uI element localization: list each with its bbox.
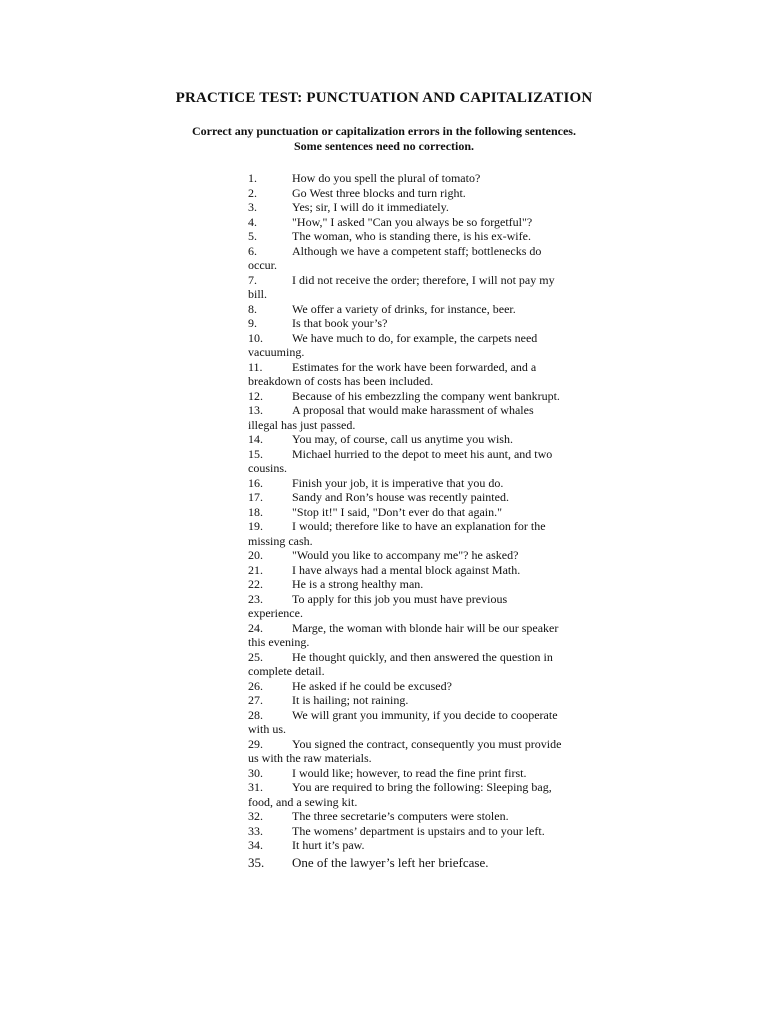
item-text: Sandy and Ron’s house was recently painted. bbox=[292, 490, 509, 504]
item-text: It hurt it’s paw. bbox=[292, 838, 365, 852]
list-item bbox=[248, 476, 564, 491]
list-item bbox=[248, 432, 564, 447]
item-number: 1. bbox=[248, 171, 257, 185]
item-number: 11. bbox=[248, 359, 263, 374]
item-number: 2. bbox=[248, 185, 257, 200]
item-text: Go West three blocks and turn right. bbox=[292, 185, 466, 200]
item-text: The woman, who is standing there, is his ex-wife. bbox=[292, 229, 531, 243]
page-title: PRACTICE TEST: PUNCTUATION AND CAPITALIZATION bbox=[175, 90, 593, 106]
item-number: 26. bbox=[248, 678, 263, 693]
list-item bbox=[248, 577, 564, 592]
item-text: One of the lawyer’s left her briefcase. bbox=[292, 854, 489, 870]
item-number: 31. bbox=[248, 780, 263, 794]
list-item bbox=[248, 824, 564, 839]
list-item bbox=[248, 186, 564, 201]
item-text: To apply for this job you must have previous experience. bbox=[248, 591, 508, 620]
list-item bbox=[248, 693, 564, 708]
item-number: 35. bbox=[248, 854, 265, 870]
item-number: 18. bbox=[248, 504, 263, 519]
item-number: 6. bbox=[248, 243, 257, 258]
list-item bbox=[248, 302, 564, 317]
item-text: Marge, the woman with blonde hair will be our speaker this evening. bbox=[248, 620, 559, 649]
list-item bbox=[248, 809, 564, 824]
list-item bbox=[248, 854, 564, 871]
item-number: 25. bbox=[248, 649, 263, 664]
item-number: 27. bbox=[248, 693, 263, 707]
instructions-line: Some sentences need no correction. bbox=[293, 139, 475, 153]
list-item bbox=[248, 548, 564, 563]
list-item bbox=[248, 331, 564, 360]
list-item bbox=[248, 708, 564, 737]
item-number: 10. bbox=[248, 330, 263, 345]
list-item bbox=[248, 519, 564, 548]
item-text: He thought quickly, and then answered the question in complete detail. bbox=[248, 649, 553, 678]
list-item bbox=[248, 403, 564, 432]
list-item bbox=[248, 563, 564, 578]
instructions-line: Correct any punctuation or capitalization errors in the following sentences. bbox=[192, 124, 576, 138]
item-number: 20. bbox=[248, 548, 263, 562]
item-number: 23. bbox=[248, 591, 263, 606]
item-number: 17. bbox=[248, 490, 263, 504]
item-text: Is that book your’s? bbox=[292, 316, 388, 330]
list-item bbox=[248, 737, 564, 766]
item-text: How do you spell the plural of tomato? bbox=[292, 171, 481, 185]
list-item bbox=[248, 838, 564, 853]
item-text: "Would you like to accompany me"? he asked? bbox=[292, 548, 519, 562]
list-item bbox=[248, 621, 564, 650]
list-item bbox=[248, 505, 564, 520]
item-text: It is hailing; not raining. bbox=[292, 693, 409, 707]
list-item bbox=[248, 679, 564, 694]
item-number: 28. bbox=[248, 707, 263, 722]
list-item bbox=[248, 766, 564, 781]
item-text: Because of his embezzling the company went bankrupt. bbox=[292, 388, 560, 403]
item-number: 29. bbox=[248, 736, 263, 751]
item-text: Yes; sir, I will do it immediately. bbox=[292, 200, 449, 214]
item-text: A proposal that would make harassment of whales illegal has just passed. bbox=[248, 403, 534, 432]
item-number: 9. bbox=[248, 316, 257, 330]
item-number: 24. bbox=[248, 620, 263, 635]
list-item bbox=[248, 244, 564, 273]
item-text: You are required to bring the following: Sleeping bag, food, and a sewing kit. bbox=[248, 780, 552, 809]
item-number: 16. bbox=[248, 475, 263, 490]
list-item bbox=[248, 650, 564, 679]
list-item bbox=[248, 360, 564, 389]
item-number: 30. bbox=[248, 765, 263, 780]
item-number: 4. bbox=[248, 214, 257, 229]
item-text: The womens’ department is upstairs and to your left. bbox=[292, 823, 545, 838]
item-number: 32. bbox=[248, 809, 263, 823]
list-item bbox=[248, 200, 564, 215]
item-text: He asked if he could be excused? bbox=[292, 678, 452, 693]
item-text: I have always had a mental block against Math. bbox=[292, 562, 521, 577]
item-text: I would; therefore like to have an explanation for the missing cash. bbox=[248, 519, 546, 548]
list-item bbox=[248, 215, 564, 230]
item-number: 7. bbox=[248, 272, 257, 287]
item-number: 3. bbox=[248, 200, 257, 214]
item-text: Although we have a competent staff; bottlenecks do occur. bbox=[248, 243, 542, 272]
item-text: You may, of course, call us anytime you wish. bbox=[292, 432, 513, 446]
item-text: Finish your job, it is imperative that you do. bbox=[292, 475, 504, 490]
item-text: I did not receive the order; therefore, I will not pay my bill. bbox=[248, 272, 555, 301]
item-number: 34. bbox=[248, 838, 263, 852]
item-number: 33. bbox=[248, 823, 263, 838]
item-text: We offer a variety of drinks, for instance, beer. bbox=[292, 301, 516, 316]
item-text: The three secretarie’s computers were stolen. bbox=[292, 809, 509, 823]
list-item bbox=[248, 780, 564, 809]
item-number: 19. bbox=[248, 519, 263, 533]
question-list bbox=[248, 171, 564, 871]
item-text: You signed the contract, consequently you must provide us with the raw materials. bbox=[248, 736, 562, 765]
item-text: He is a strong healthy man. bbox=[292, 577, 424, 591]
list-item bbox=[248, 171, 564, 186]
item-number: 13. bbox=[248, 403, 263, 417]
list-item bbox=[248, 316, 564, 331]
item-text: I would like; however, to read the fine print first. bbox=[292, 765, 527, 780]
item-number: 15. bbox=[248, 446, 263, 461]
item-text: We will grant you immunity, if you decide to cooperate with us. bbox=[248, 707, 558, 736]
item-number: 21. bbox=[248, 562, 263, 577]
list-item bbox=[248, 447, 564, 476]
list-item bbox=[248, 592, 564, 621]
item-number: 5. bbox=[248, 229, 257, 243]
item-number: 14. bbox=[248, 432, 263, 446]
item-text: We have much to do, for example, the carpets need vacuuming. bbox=[248, 330, 538, 359]
instructions bbox=[0, 124, 768, 154]
list-item bbox=[248, 389, 564, 404]
list-item bbox=[248, 273, 564, 302]
list-item bbox=[248, 229, 564, 244]
item-text: Michael hurried to the depot to meet his aunt, and two cousins. bbox=[248, 446, 553, 475]
list-item bbox=[248, 490, 564, 505]
item-number: 12. bbox=[248, 388, 263, 403]
item-number: 22. bbox=[248, 577, 263, 591]
item-text: "How," I asked "Can you always be so forgetful"? bbox=[292, 214, 533, 229]
item-number: 8. bbox=[248, 301, 257, 316]
item-text: Estimates for the work have been forwarded, and a breakdown of costs has been included. bbox=[248, 359, 537, 388]
item-text: "Stop it!" I said, "Don’t ever do that again." bbox=[292, 504, 502, 519]
